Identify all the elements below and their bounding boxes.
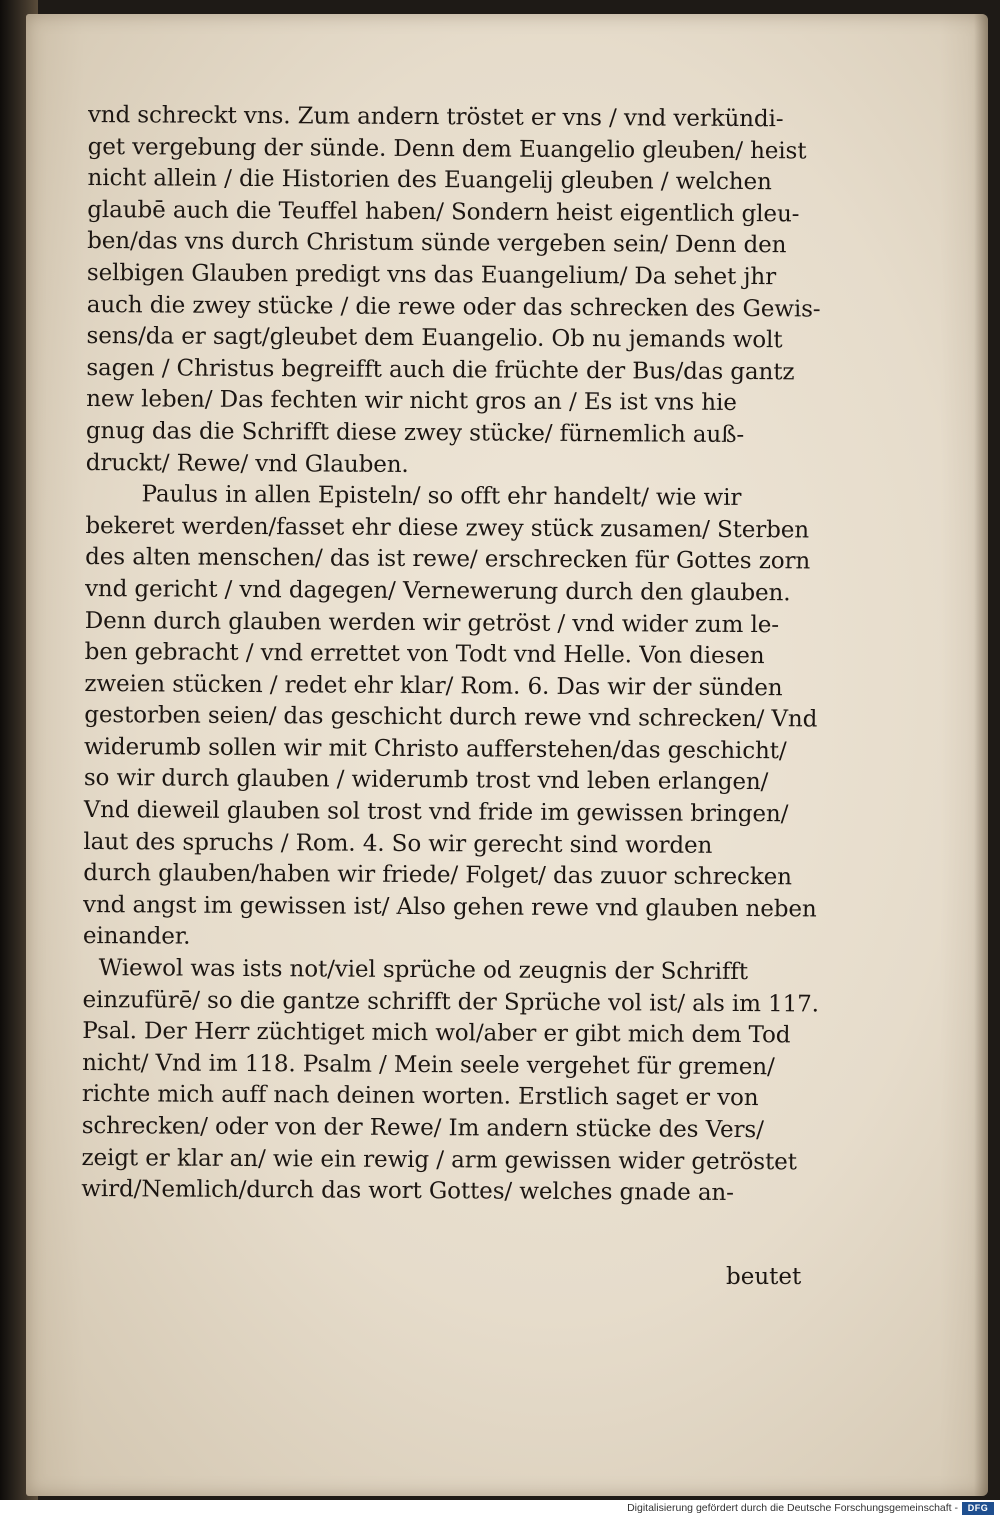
text-line: ben gebracht / vnd errettet von Todt vnd Helle. Von diesen [84,639,765,670]
text-line: durch glauben/haben wir friede/ Folget/ das zuuor schrecken [83,860,793,891]
text-line: Vnd dieweil glauben sol trost vnd fride im gewissen bringen/ [83,797,789,828]
text-line: ben/das vns durch Christum sünde vergeben sein/ Denn den [87,228,787,259]
text-line: widerumb sollen wir mit Christo aufferstehen/das geschicht/ [83,733,787,765]
text-line: einander. [82,923,191,951]
paragraph-first-line: Paulus in allen Episteln/ so offt ehr handelt/ wie wir [141,481,742,512]
text-line: glaubē auch die Teuffel haben/ Sondern heist eigentlich gleu- [87,196,800,228]
text-line: Denn durch glauben werden wir getröst / vnd wider zum le- [84,607,780,638]
text-line: zweien stücken / redet ehr klar/ Rom. 6. Das wir der sünden [84,670,783,701]
text-line: bekeret werden/fasset ehr diese zwey stück zusamen/ Sterben [85,512,810,544]
text-line: auch die zwey stücke / die rewe oder das schrecken des Gewis- [86,291,821,323]
text-line: des alten menschen/ das ist rewe/ erschrecken für Gottes zorn [85,544,811,575]
text-line: schrecken/ oder von der Rewe/ Im andern stücke des Vers/ [81,1112,764,1144]
text-line: selbigen Glauben predigt vns das Euangelium/ Da sehet jhr [86,259,777,291]
text-line: sens/da er sagt/gleubet dem Euangelio. Ob nu jemands wolt [86,323,783,354]
text-line: get vergebung der sünde. Denn dem Euangelio gleuben/ heist [87,133,807,164]
text-line: gnug das die Schrifft diese zwey stücke/ fürnemlich auß- [85,417,745,448]
text-line: vnd schreckt vns. Zum andern tröstet er vns / vnd verkündi- [87,101,784,133]
text-line: vnd angst im gewissen ist/ Also gehen rewe vnd glauben neben [83,891,817,923]
page-edge-shadow [974,14,988,1496]
page-text-block [81,100,854,1210]
text-line: laut des spruchs / Rom. 4. So wir gerecht sind worden [83,828,713,859]
text-line: gestorben seien/ das geschicht durch rewe vnd schrecken/ Vnd [84,702,818,733]
footer-credit: Digitalisierung gefördert durch die Deutsche Forschungsgemeinschaft - [627,1502,958,1514]
paragraph-first-line: Wiewol was ists not/viel sprüche od zeugnis der Schrifft [98,955,748,986]
text-line: nicht allein / die Historien des Euangelij gleuben / welchen [87,165,772,196]
text-line: new leben/ Das fechten wir nicht gros an / Es ist vns hie [86,386,737,417]
catchword: beutet [726,1264,802,1290]
book-page [26,14,988,1496]
text-line: so wir durch glauben / widerumb trost vnd leben erlangen/ [83,765,769,796]
text-line: zeigt er klar an/ wie ein rewig / arm gewissen wider getröstet [81,1144,797,1175]
text-line: einzufürē/ so die gantze schrifft der Sprüche vol ist/ als im 117. [82,986,819,1018]
text-line: wird/Nemlich/durch das wort Gottes/ welches gnade an- [81,1176,734,1207]
dfg-logo-icon: DFG [962,1502,994,1515]
text-line: nicht/ Vnd im 118. Psalm / Mein seele vergehet für gremen/ [82,1049,775,1081]
text-line: druckt/ Rewe/ vnd Glauben. [85,449,409,478]
text-line: vnd gericht / vnd dagegen/ Vernewerung durch den glauben. [84,575,791,607]
text-line: Psal. Der Herr züchtiget mich wol/aber er gibt mich dem Tod [82,1018,791,1049]
text-line: sagen / Christus begreifft auch die früchte der Bus/das gantz [86,354,795,386]
text-line: richte mich auff nach deinen worten. Erstlich saget er von [81,1081,759,1112]
